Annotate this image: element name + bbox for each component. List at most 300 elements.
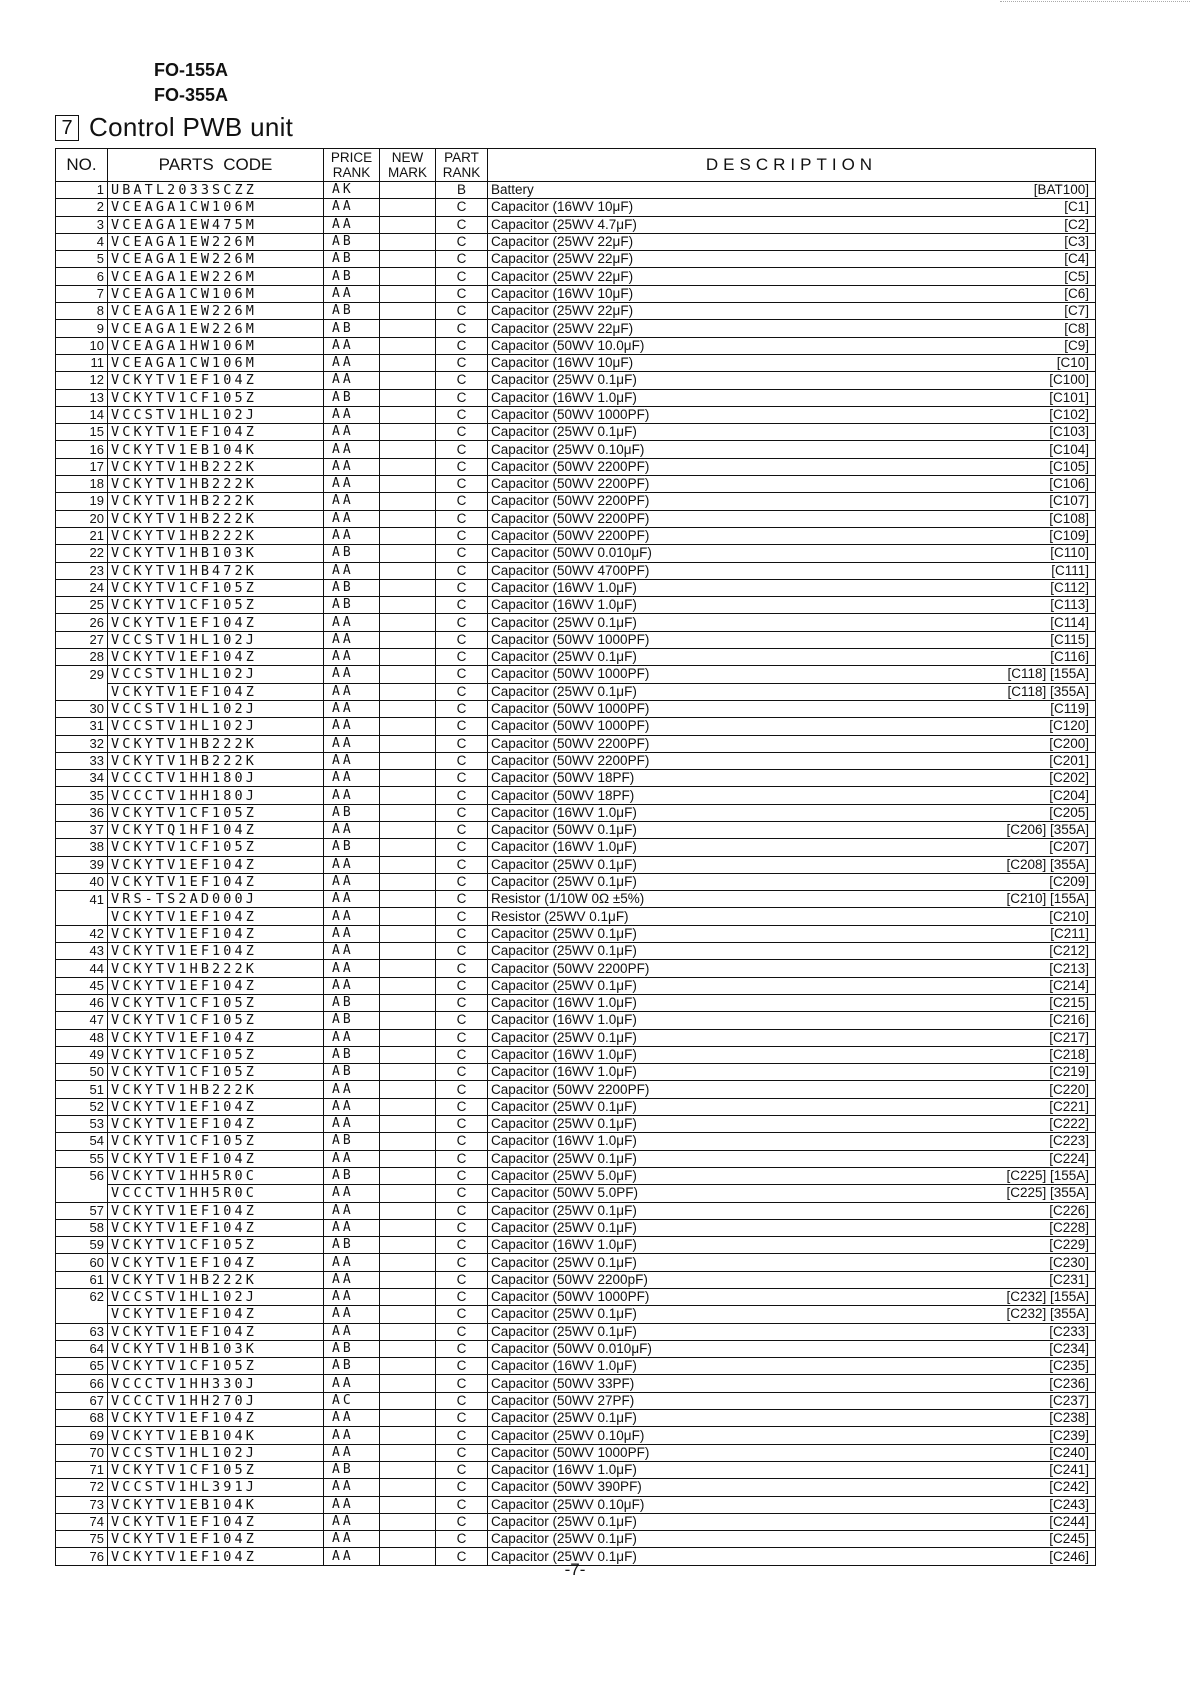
item-number: 16 — [56, 441, 108, 458]
new-mark — [380, 977, 436, 994]
part-rank: C — [436, 354, 488, 371]
col-header-parts-code: PARTS CODE — [108, 149, 324, 182]
description — [488, 545, 1096, 562]
item-number: 5 — [56, 251, 108, 268]
reference-designator: [C111] — [1051, 562, 1089, 578]
reference-designator: [C242] — [1049, 1479, 1089, 1495]
description-text: Capacitor (50WV 1000PF) — [491, 631, 650, 647]
description-text: Capacitor (25WV 4.7μF) — [491, 216, 637, 232]
reference-designator: [C8] — [1064, 320, 1089, 336]
item-number: 4 — [56, 233, 108, 250]
reference-designator: [C104] — [1049, 441, 1089, 457]
parts-code: VCKYTV1EF104Z — [108, 614, 324, 631]
price-rank: AA — [324, 1496, 380, 1513]
table-row — [56, 1323, 1096, 1340]
part-rank: C — [436, 1271, 488, 1288]
part-rank: C — [436, 597, 488, 614]
part-rank: C — [436, 700, 488, 717]
description-text: Capacitor (25WV 0.1μF) — [491, 977, 637, 993]
description-text: Capacitor (25WV 0.1μF) — [491, 1202, 637, 1218]
part-rank: C — [436, 1116, 488, 1133]
reference-designator: [C1] — [1064, 199, 1089, 215]
table-row — [56, 182, 1096, 199]
reference-designator: [C231] — [1049, 1271, 1089, 1287]
new-mark — [380, 1289, 436, 1306]
item-number: 60 — [56, 1254, 108, 1271]
table-row — [56, 752, 1096, 769]
table-row — [56, 199, 1096, 216]
price-rank: AA — [324, 925, 380, 942]
description-text: Capacitor (16WV 1.0μF) — [491, 1462, 637, 1478]
description-text: Capacitor (16WV 1.0μF) — [491, 804, 637, 820]
parts-table — [55, 148, 1096, 1566]
parts-code: VCCSTV1HL102J — [108, 406, 324, 423]
description-text: Capacitor (25WV 0.1μF) — [491, 925, 637, 941]
table-row — [56, 960, 1096, 977]
description-text: Capacitor (50WV 390PF) — [491, 1479, 642, 1495]
new-mark — [380, 718, 436, 735]
table-row — [56, 1098, 1096, 1115]
new-mark — [380, 787, 436, 804]
price-rank: AA — [324, 1081, 380, 1098]
table-row — [56, 1444, 1096, 1461]
part-rank: C — [436, 389, 488, 406]
part-rank: C — [436, 1340, 488, 1357]
item-number: 75 — [56, 1531, 108, 1548]
description-text: Capacitor (25WV 22μF) — [491, 303, 634, 319]
part-rank: C — [436, 510, 488, 527]
item-number: 36 — [56, 804, 108, 821]
part-rank: C — [436, 285, 488, 302]
price-rank: AA — [324, 1513, 380, 1530]
price-rank: AA — [324, 718, 380, 735]
description — [488, 821, 1096, 838]
description-text: Capacitor (50WV 18PF) — [491, 787, 635, 803]
reference-designator: [C202] — [1049, 770, 1089, 786]
new-mark — [380, 700, 436, 717]
new-mark — [380, 389, 436, 406]
table-row — [56, 1012, 1096, 1029]
item-number: 70 — [56, 1444, 108, 1461]
parts-code: VCKYTV1EF104Z — [108, 856, 324, 873]
new-mark — [380, 1185, 436, 1202]
price-rank: AA — [324, 1306, 380, 1323]
section-number: 7 — [55, 115, 79, 141]
item-number: 67 — [56, 1392, 108, 1409]
price-rank: AA — [324, 1531, 380, 1548]
part-rank: C — [436, 216, 488, 233]
table-row — [56, 1254, 1096, 1271]
parts-code: VCKYTV1HB222K — [108, 510, 324, 527]
parts-code: VCKYTV1EF104Z — [108, 925, 324, 942]
description — [488, 527, 1096, 544]
reference-designator: [C225] [355A] — [1006, 1185, 1089, 1201]
parts-code: VCKYTV1EB104K — [108, 441, 324, 458]
description — [488, 1496, 1096, 1513]
description — [488, 268, 1096, 285]
new-mark — [380, 839, 436, 856]
description-text: Capacitor (16WV 10μF) — [491, 355, 634, 371]
price-rank: AA — [324, 1116, 380, 1133]
model-header — [154, 58, 228, 108]
item-number: 30 — [56, 700, 108, 717]
parts-code: VCKYTV1HB103K — [108, 1340, 324, 1357]
description-text: Capacitor (50WV 2200PF) — [491, 960, 650, 976]
new-mark — [380, 199, 436, 216]
reference-designator: [C246] — [1049, 1548, 1089, 1564]
table-row — [56, 1219, 1096, 1236]
price-rank: AA — [324, 960, 380, 977]
part-rank: C — [436, 649, 488, 666]
description-text: Capacitor (25WV 0.1μF) — [491, 1150, 637, 1166]
new-mark — [380, 1116, 436, 1133]
parts-code: VCKYTV1EF104Z — [108, 1254, 324, 1271]
parts-code: VCKYTV1HB222K — [108, 1081, 324, 1098]
description-text: Capacitor (50WV 2200PF) — [491, 510, 650, 526]
price-rank: AB — [324, 1461, 380, 1478]
part-rank: C — [436, 994, 488, 1011]
description-text: Capacitor (16WV 1.0μF) — [491, 389, 637, 405]
description-text: Capacitor (25WV 0.10μF) — [491, 1427, 645, 1443]
table-row — [56, 1029, 1096, 1046]
part-rank: C — [436, 752, 488, 769]
price-rank: AA — [324, 1410, 380, 1427]
description — [488, 1271, 1096, 1288]
description-text: Capacitor (50WV 33PF) — [491, 1375, 635, 1391]
table-header-row — [56, 149, 1096, 182]
reference-designator: [C10] — [1056, 355, 1089, 371]
parts-code: VCKYTV1CF105Z — [108, 839, 324, 856]
model-name: FO-155A — [154, 60, 229, 80]
table-row — [56, 1531, 1096, 1548]
parts-code: VCKYTV1CF105Z — [108, 597, 324, 614]
price-rank: AA — [324, 199, 380, 216]
table-row — [56, 631, 1096, 648]
parts-code: VCKYTV1EF104Z — [108, 1202, 324, 1219]
table-row — [56, 700, 1096, 717]
description-text: Capacitor (25WV 0.1μF) — [491, 856, 637, 872]
part-rank: C — [436, 1427, 488, 1444]
table-row — [56, 372, 1096, 389]
part-rank: C — [436, 337, 488, 354]
parts-code: VCEAGA1CW106M — [108, 354, 324, 371]
reference-designator: [C105] — [1049, 458, 1089, 474]
reference-designator: [C226] — [1049, 1202, 1089, 1218]
part-rank: C — [436, 977, 488, 994]
part-rank: C — [436, 873, 488, 890]
reference-designator: [C232] [155A] — [1006, 1289, 1089, 1305]
description — [488, 1098, 1096, 1115]
description-text: Capacitor (16WV 1.0μF) — [491, 1046, 637, 1062]
reference-designator: [C230] — [1049, 1254, 1089, 1270]
parts-code: VCKYTV1CF105Z — [108, 579, 324, 596]
col-header-price-rank — [324, 149, 380, 182]
item-number: 61 — [56, 1271, 108, 1288]
item-number: 73 — [56, 1496, 108, 1513]
description-text: Capacitor (16WV 10μF) — [491, 285, 634, 301]
table-row — [56, 735, 1096, 752]
item-number: 8 — [56, 303, 108, 320]
new-mark — [380, 925, 436, 942]
item-number: 53 — [56, 1116, 108, 1133]
price-rank: AA — [324, 649, 380, 666]
reference-designator: [C235] — [1049, 1358, 1089, 1374]
part-rank: C — [436, 683, 488, 700]
price-rank: AA — [324, 285, 380, 302]
reference-designator: [BAT100] — [1033, 182, 1089, 198]
table-row — [56, 216, 1096, 233]
part-rank: C — [436, 960, 488, 977]
section-title — [55, 112, 293, 143]
description — [488, 476, 1096, 493]
part-rank: C — [436, 891, 488, 908]
reference-designator: [C114] — [1050, 614, 1089, 630]
table-row — [56, 510, 1096, 527]
description-text: Capacitor (25WV 0.1μF) — [491, 1219, 637, 1235]
description — [488, 458, 1096, 475]
new-mark — [380, 666, 436, 683]
table-row — [56, 320, 1096, 337]
table-row — [56, 337, 1096, 354]
part-rank: C — [436, 1444, 488, 1461]
table-row — [56, 683, 1096, 700]
parts-code: VCKYTV1HB222K — [108, 493, 324, 510]
parts-code: VCKYTV1CF105Z — [108, 804, 324, 821]
description — [488, 285, 1096, 302]
item-number: 71 — [56, 1461, 108, 1478]
table-row — [56, 839, 1096, 856]
table-row — [56, 597, 1096, 614]
table-row — [56, 1427, 1096, 1444]
parts-code: VCKYTV1EF104Z — [108, 977, 324, 994]
reference-designator: [C201] — [1049, 752, 1089, 768]
item-number: 22 — [56, 545, 108, 562]
item-number: 46 — [56, 994, 108, 1011]
reference-designator: [C229] — [1049, 1237, 1089, 1253]
part-rank: C — [436, 735, 488, 752]
new-mark — [380, 406, 436, 423]
price-rank: AA — [324, 1289, 380, 1306]
parts-code: VCCSTV1HL102J — [108, 666, 324, 683]
table-row — [56, 873, 1096, 890]
description — [488, 406, 1096, 423]
section-title-text: Control PWB unit — [89, 112, 294, 142]
table-row — [56, 718, 1096, 735]
description — [488, 182, 1096, 199]
description — [488, 804, 1096, 821]
reference-designator: [C245] — [1049, 1531, 1089, 1547]
new-mark — [380, 1323, 436, 1340]
item-number: 28 — [56, 649, 108, 666]
parts-code: VCKYTV1EF104Z — [108, 1513, 324, 1530]
new-mark — [380, 216, 436, 233]
price-rank: AB — [324, 545, 380, 562]
description — [488, 1427, 1096, 1444]
parts-code: VCKYTV1EF104Z — [108, 1531, 324, 1548]
description-text: Capacitor (25WV 0.1μF) — [491, 874, 637, 890]
description — [488, 908, 1096, 925]
description-text: Capacitor (16WV 1.0μF) — [491, 1133, 637, 1149]
description-text: Battery — [491, 182, 534, 198]
table-row — [56, 251, 1096, 268]
price-rank: AA — [324, 424, 380, 441]
new-mark — [380, 614, 436, 631]
description-text: Capacitor (50WV 0.1μF) — [491, 822, 637, 838]
description — [488, 735, 1096, 752]
item-number: 69 — [56, 1427, 108, 1444]
description — [488, 1392, 1096, 1409]
table-row — [56, 285, 1096, 302]
item-number: 24 — [56, 579, 108, 596]
price-rank: AA — [324, 821, 380, 838]
item-number — [56, 683, 108, 700]
description — [488, 320, 1096, 337]
item-number: 6 — [56, 268, 108, 285]
new-mark — [380, 960, 436, 977]
description — [488, 994, 1096, 1011]
description-text: Capacitor (50WV 18PF) — [491, 770, 635, 786]
description-text: Capacitor (25WV 0.1μF) — [491, 1410, 637, 1426]
description — [488, 873, 1096, 890]
reference-designator: [C107] — [1049, 493, 1089, 509]
table-row — [56, 943, 1096, 960]
reference-designator: [C100] — [1049, 372, 1089, 388]
new-mark — [380, 1513, 436, 1530]
table-row — [56, 1358, 1096, 1375]
reference-designator: [C110] — [1050, 545, 1089, 561]
price-rank: AA — [324, 493, 380, 510]
item-number: 9 — [56, 320, 108, 337]
parts-code: VCKYTQ1HF104Z — [108, 821, 324, 838]
parts-code: VCCCTV1HH180J — [108, 770, 324, 787]
part-rank: C — [436, 1531, 488, 1548]
price-rank: AB — [324, 1237, 380, 1254]
description-text: Capacitor (25WV 0.1μF) — [491, 683, 637, 699]
parts-code: VCKYTV1EF104Z — [108, 1410, 324, 1427]
part-rank: C — [436, 1219, 488, 1236]
table-row — [56, 1271, 1096, 1288]
description — [488, 1167, 1096, 1184]
new-mark — [380, 476, 436, 493]
reference-designator: [C5] — [1064, 268, 1089, 284]
reference-designator: [C106] — [1049, 476, 1089, 492]
item-number: 15 — [56, 424, 108, 441]
table-row — [56, 1081, 1096, 1098]
part-rank: C — [436, 1548, 488, 1565]
reference-designator: [C215] — [1049, 995, 1089, 1011]
new-mark — [380, 1081, 436, 1098]
table-row — [56, 1410, 1096, 1427]
table-row — [56, 1237, 1096, 1254]
description-text: Capacitor (50WV 1000PF) — [491, 407, 650, 422]
description — [488, 770, 1096, 787]
item-number: 33 — [56, 752, 108, 769]
item-number: 38 — [56, 839, 108, 856]
new-mark — [380, 1098, 436, 1115]
description — [488, 1531, 1096, 1548]
table-row — [56, 908, 1096, 925]
price-rank: AB — [324, 1012, 380, 1029]
price-rank: AA — [324, 943, 380, 960]
new-mark — [380, 1392, 436, 1409]
part-rank: C — [436, 1046, 488, 1063]
new-mark — [380, 493, 436, 510]
description — [488, 510, 1096, 527]
description — [488, 303, 1096, 320]
description-text: Capacitor (25WV 0.1μF) — [491, 649, 637, 665]
part-rank: C — [436, 579, 488, 596]
table-row — [56, 1046, 1096, 1063]
table-row — [56, 233, 1096, 250]
item-number: 49 — [56, 1046, 108, 1063]
new-mark — [380, 752, 436, 769]
item-number: 76 — [56, 1548, 108, 1565]
description — [488, 943, 1096, 960]
part-rank: C — [436, 908, 488, 925]
price-rank: AA — [324, 666, 380, 683]
description-text: Capacitor (50WV 0.010μF) — [491, 1341, 652, 1357]
item-number: 45 — [56, 977, 108, 994]
table-row — [56, 424, 1096, 441]
description-text: Capacitor (25WV 0.1μF) — [491, 1323, 637, 1339]
description — [488, 1202, 1096, 1219]
table-row — [56, 1392, 1096, 1409]
new-mark — [380, 631, 436, 648]
table-row — [56, 977, 1096, 994]
parts-code: VCKYTV1EF104Z — [108, 372, 324, 389]
parts-code: VCCCTV1HH180J — [108, 787, 324, 804]
new-mark — [380, 251, 436, 268]
description — [488, 787, 1096, 804]
description-text: Capacitor (25WV 22μF) — [491, 320, 634, 336]
reference-designator: [C221] — [1049, 1098, 1089, 1114]
table-row — [56, 1513, 1096, 1530]
parts-code: VCKYTV1EF104Z — [108, 1029, 324, 1046]
parts-code: VCCSTV1HL102J — [108, 1444, 324, 1461]
part-rank: C — [436, 493, 488, 510]
description-text: Capacitor (16WV 1.0μF) — [491, 1012, 637, 1028]
reference-designator: [C119] — [1050, 701, 1089, 717]
new-mark — [380, 1461, 436, 1478]
description — [488, 441, 1096, 458]
parts-code: VCKYTV1EF104Z — [108, 1548, 324, 1565]
parts-code: VCEAGA1EW226M — [108, 233, 324, 250]
part-rank: C — [436, 1323, 488, 1340]
description — [488, 493, 1096, 510]
part-rank: C — [436, 1496, 488, 1513]
new-mark — [380, 1531, 436, 1548]
description — [488, 216, 1096, 233]
item-number: 13 — [56, 389, 108, 406]
price-rank: AA — [324, 441, 380, 458]
description — [488, 1237, 1096, 1254]
part-rank: C — [436, 1012, 488, 1029]
parts-code: VCEAGA1CW106M — [108, 199, 324, 216]
description-text: Capacitor (50WV 0.010μF) — [491, 545, 652, 561]
price-rank: AA — [324, 1323, 380, 1340]
description — [488, 856, 1096, 873]
description-text: Capacitor (50WV 2200pF) — [491, 1271, 648, 1287]
description-text: Capacitor (25WV 22μF) — [491, 234, 634, 250]
description-text: Capacitor (50WV 2200PF) — [491, 476, 650, 492]
description-text: Capacitor (25WV 22μF) — [491, 251, 634, 267]
parts-code: VCKYTV1CF105Z — [108, 1133, 324, 1150]
price-rank: AB — [324, 1167, 380, 1184]
description-text: Capacitor (50WV 2200PF) — [491, 458, 650, 474]
parts-code: VCEAGA1EW226M — [108, 251, 324, 268]
parts-code: VCKYTV1HB222K — [108, 1271, 324, 1288]
new-mark — [380, 1219, 436, 1236]
